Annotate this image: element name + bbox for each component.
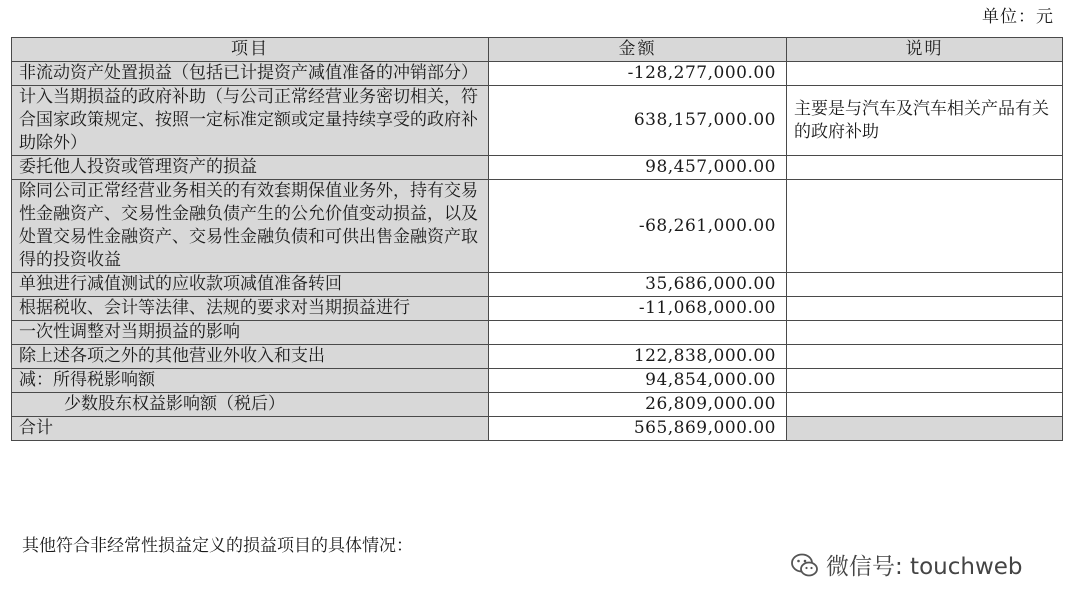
- row-note: [787, 156, 1063, 180]
- row-item: 非流动资产处置损益（包括已计提资产减值准备的冲销部分）: [12, 62, 489, 86]
- total-note: [787, 417, 1063, 441]
- row-item: 除同公司正常经营业务相关的有效套期保值业务外，持有交易性金融资产、交易性金融负债产生的公允价值变动损益，以及处置交易性金融资产、交易性金融负债和可供出售金融资产取得的投资收益: [12, 180, 489, 273]
- row-amount: 122,838,000.00: [489, 345, 787, 369]
- non-recurring-gains-table: [11, 37, 1063, 441]
- wechat-icon: [790, 550, 820, 580]
- row-note: [787, 273, 1063, 297]
- row-item: 计入当期损益的政府补助（与公司正常经营业务密切相关，符合国家政策规定、按照一定标准定额或定量持续享受的政府补助除外）: [12, 86, 489, 156]
- row-item: 根据税收、会计等法律、法规的要求对当期损益进行: [12, 297, 489, 321]
- row-item: 少数股东权益影响额（税后）: [12, 393, 489, 417]
- row-note: [787, 180, 1063, 273]
- row-note: [787, 345, 1063, 369]
- table-row: [12, 62, 1063, 86]
- table-row: [12, 345, 1063, 369]
- row-item: 减：所得税影响额: [12, 369, 489, 393]
- row-amount: -68,261,000.00: [489, 180, 787, 273]
- total-row: [12, 417, 1063, 441]
- row-item: 单独进行减值测试的应收款项减值准备转回: [12, 273, 489, 297]
- row-amount: [489, 321, 787, 345]
- row-item: 一次性调整对当期损益的影响: [12, 321, 489, 345]
- row-amount: -11,068,000.00: [489, 297, 787, 321]
- table-row: [12, 321, 1063, 345]
- row-amount: 26,809,000.00: [489, 393, 787, 417]
- table-row: [12, 156, 1063, 180]
- total-amount: 565,869,000.00: [489, 417, 787, 441]
- row-note: [787, 297, 1063, 321]
- row-amount: 638,157,000.00: [489, 86, 787, 156]
- row-amount: -128,277,000.00: [489, 62, 787, 86]
- table-row: [12, 180, 1063, 273]
- table-row: [12, 369, 1063, 393]
- row-item: 除上述各项之外的其他营业外收入和支出: [12, 345, 489, 369]
- row-note: [787, 369, 1063, 393]
- table-row: [12, 297, 1063, 321]
- row-note: [787, 393, 1063, 417]
- header-item: 项目: [12, 38, 489, 62]
- total-label: 合计: [12, 417, 489, 441]
- row-note: 主要是与汽车及汽车相关产品有关的政府补助: [787, 86, 1063, 156]
- row-amount: 98,457,000.00: [489, 156, 787, 180]
- row-note: [787, 62, 1063, 86]
- row-note: [787, 321, 1063, 345]
- watermark: [790, 548, 1023, 581]
- footer-text: 其他符合非经常性损益定义的损益项目的具体情况：: [22, 536, 413, 556]
- row-amount: 35,686,000.00: [489, 273, 787, 297]
- watermark-text: 微信号: touchweb: [826, 554, 1023, 580]
- table-row: [12, 273, 1063, 297]
- table-header-row: [12, 38, 1063, 62]
- row-item: 委托他人投资或管理资产的损益: [12, 156, 489, 180]
- header-note: 说明: [787, 38, 1063, 62]
- unit-label: 单位：元: [982, 7, 1054, 27]
- table-row: [12, 393, 1063, 417]
- row-amount: 94,854,000.00: [489, 369, 787, 393]
- table-row: [12, 86, 1063, 156]
- header-amount: 金额: [489, 38, 787, 62]
